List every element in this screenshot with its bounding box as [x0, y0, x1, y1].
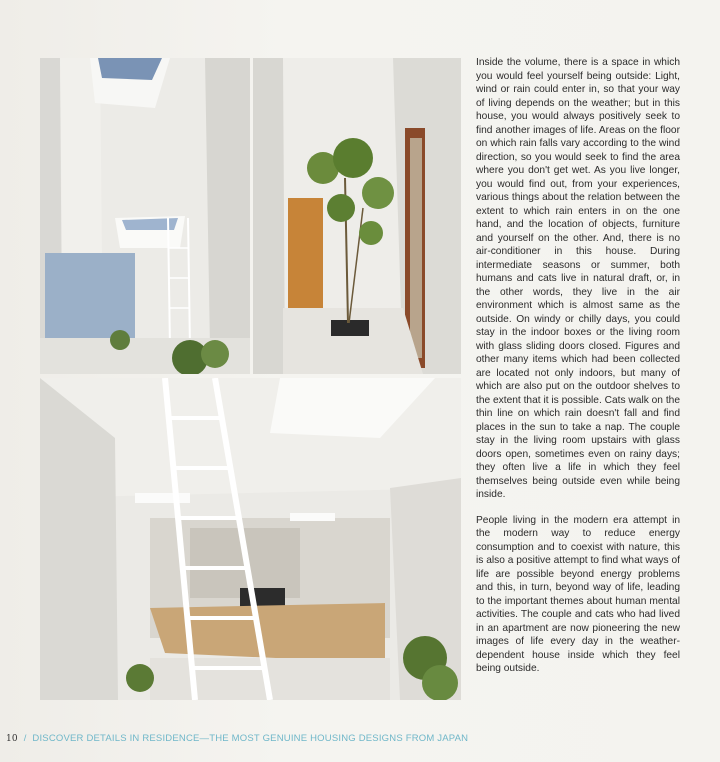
footer-separator: /: [23, 733, 27, 744]
page-number: 10: [6, 734, 18, 744]
photo-interior-ladder: [40, 378, 461, 700]
photo-courtyard-tree: [253, 58, 461, 374]
photo-skylight-view: [40, 58, 250, 374]
article-text-column: [476, 56, 680, 688]
footer-book-title: DISCOVER DETAILS IN RESIDENCE—THE MOST GENUINE HOUSING DESIGNS FROM JAPAN: [32, 733, 469, 744]
article-paragraph-2: People living in the modern era attempt in the modern way to reduce energy consumption and to coexist with nature, this is also a positive attempt to find what ways of life are possible beyond energy problems and this, in turn, beyond way of life, leading to the important themes about human mental activities. The couple and cats who had lived in an apartment are now pioneering the new images of life every day in the weather-dependent house inside which they feel being outside.: [476, 514, 680, 674]
article-paragraph-1: Inside the volume, there is a space in which you would feel yourself being outside: Light, wind or rain could enter in, so that your way of living depends on the weather; but in this house, you would always positively seek to find another images of life. Areas on the floor on which rain falls vary according to the wind direction, so you would seek to find the area where you don't get wet. As you live longer, you would find out, from your experiences, various things about the relation between the extent to which rain enters in on the one hand, and the location of objects, furniture and yourself on the other. And, there is no air-conditioner in this house. During intermediate seasons or summer, both humans and cats live in natural draft, or, in the other words, they live in the air environment which is almost same as the outside. On windy or chilly days, you could stay in the indoor boxes or the living room with glass sliding doors closed. Figures and other many items which had been collected are located not only indoors, but many of which are also put on the outdoor shelves to the extent that it is possible. Cats walk on the thin line on which rain doesn't fall and find places in the sun to take a nap. The couple stay in the living room upstairs with glass doors open, sometimes even on rainy days; they often live a life in which they feel themselves being outside even while being inside.: [476, 57, 680, 500]
page-footer: [6, 731, 469, 747]
